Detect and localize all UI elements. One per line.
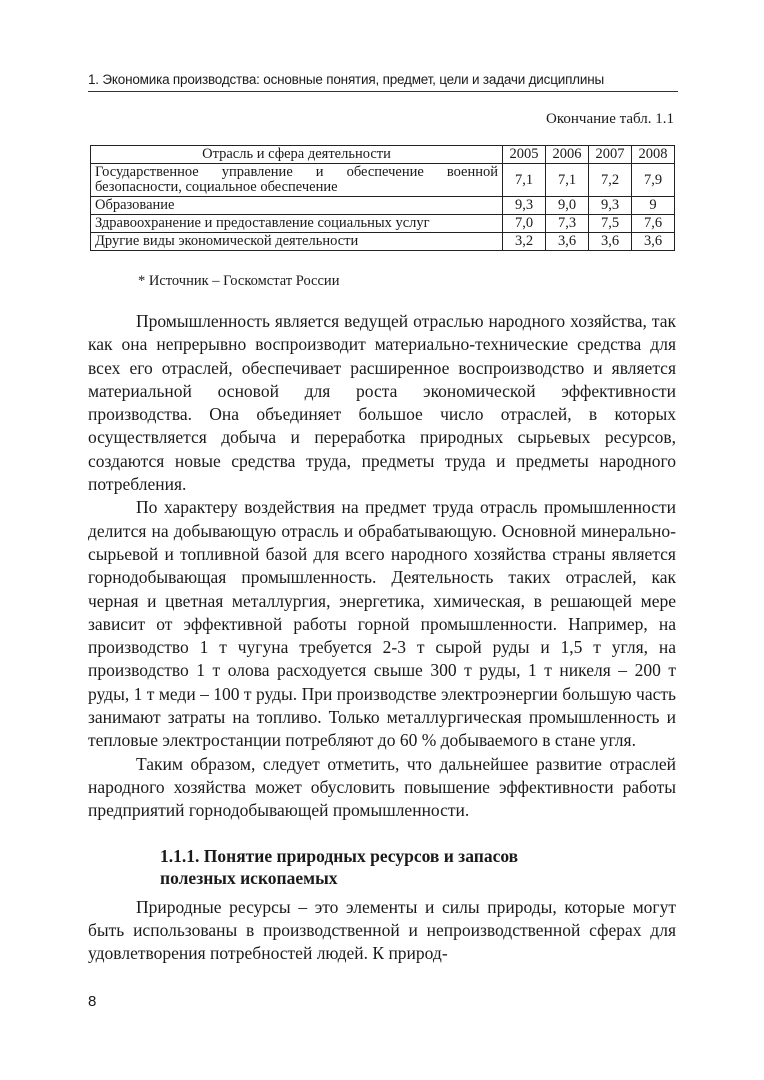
paragraph: По характеру воздействия на предмет труда отрасль промышленности делится на добывающую отрасль и обрабатывающую. Основной минерально-сырьевой и топливной базой для всего народного хозяйства страны является горнодобывающая промышленность. Деятельность таких отраслей, как черная и цветная металлургия, энергетика, химическая, в решающей мере зависит от эффективной работы горной промышленности. Например, на производство 1 т чугуна требуется 2-3 т сырой руды и 1,5 т угля, на производство 1 т олова расходуется свыше 300 т руды, 1 т никеля – 200 т руды, 1 т меди – 100 т руды. При производстве электроэнергии большую часть занимают затраты на топливо. Только металлургическая промышленность и тепловые электростанции потребляют до 60 % добываемого в стане угля.: [88, 497, 676, 751]
page-number: 8: [88, 993, 97, 1010]
table-cell-value: 3,6: [632, 233, 675, 251]
paragraph: Промышленность является ведущей отраслью народного хозяйства, так как она непрерывно воспроизводит материально-технические средства для всех его отраслей, обеспечивает расширенное воспроизводство и является материальной основой для роста экономической эффективности производства. Она объединяет большое число отраслей, в которых осуществляется добыча и переработка природных сырьевых ресурсов, создаются новые средства труда, предметы труда и предметы народного потребления.: [88, 311, 676, 495]
table-cell-value: 9,3: [589, 197, 632, 215]
table-cell-value: 3,2: [503, 233, 546, 251]
table-row: [91, 233, 675, 251]
column-header-name: Отрасль и сфера деятельности: [91, 146, 503, 164]
data-table: [90, 145, 675, 251]
section-heading: 1.1.1. Понятие природных ресурсов и запасов полезных ископаемых: [160, 845, 519, 888]
table-row: [91, 215, 675, 233]
table-cell-value: 7,1: [546, 164, 589, 197]
paragraph: Природные ресурсы – это элементы и силы природы, которые могут быть использованы в производственной и непроизводственной сферах для удовлетворения потребностей людей. К природ-: [88, 896, 676, 964]
table-cell-value: 7,2: [589, 164, 632, 197]
body-text: [88, 310, 676, 965]
table-cell-value: 9,0: [546, 197, 589, 215]
table-cell-name: Здравоохранение и предоставление социальных услуг: [91, 215, 503, 233]
table-cell-value: 7,0: [503, 215, 546, 233]
column-header-year: 2008: [632, 146, 675, 164]
column-header-year: 2006: [546, 146, 589, 164]
paragraph: Таким образом, следует отметить, что дальнейшее развитие отраслей народного хозяйства может обусловить повышение эффективности работы предприятий горнодобывающей промышленности.: [88, 753, 676, 821]
table-cell-value: 3,6: [589, 233, 632, 251]
table-cell-value: 7,9: [632, 164, 675, 197]
table-cell-value: 7,5: [589, 215, 632, 233]
table-row: [91, 164, 675, 197]
table-cell-value: 9: [632, 197, 675, 215]
table-cell-value: 7,6: [632, 215, 675, 233]
table-cell-name: Государственное управление и обеспечение военной безопасности, социальное обеспечение: [91, 164, 503, 197]
table-cell-value: 3,6: [546, 233, 589, 251]
table-cell-name: Образование: [91, 197, 503, 215]
column-header-year: 2005: [503, 146, 546, 164]
table-caption: Окончание табл. 1.1: [546, 111, 674, 127]
table-cell-value: 9,3: [503, 197, 546, 215]
column-header-year: 2007: [589, 146, 632, 164]
table-cell-value: 7,1: [503, 164, 546, 197]
table-row: [91, 197, 675, 215]
running-head: 1. Экономика производства: основные понятия, предмет, цели и задачи дисциплины: [88, 72, 678, 92]
table-cell-name: Другие виды экономической деятельности: [91, 233, 503, 251]
table-source-note: * Источник – Госкомстат России: [138, 273, 340, 289]
table-cell-value: 7,3: [546, 215, 589, 233]
table-header-row: [91, 146, 675, 164]
